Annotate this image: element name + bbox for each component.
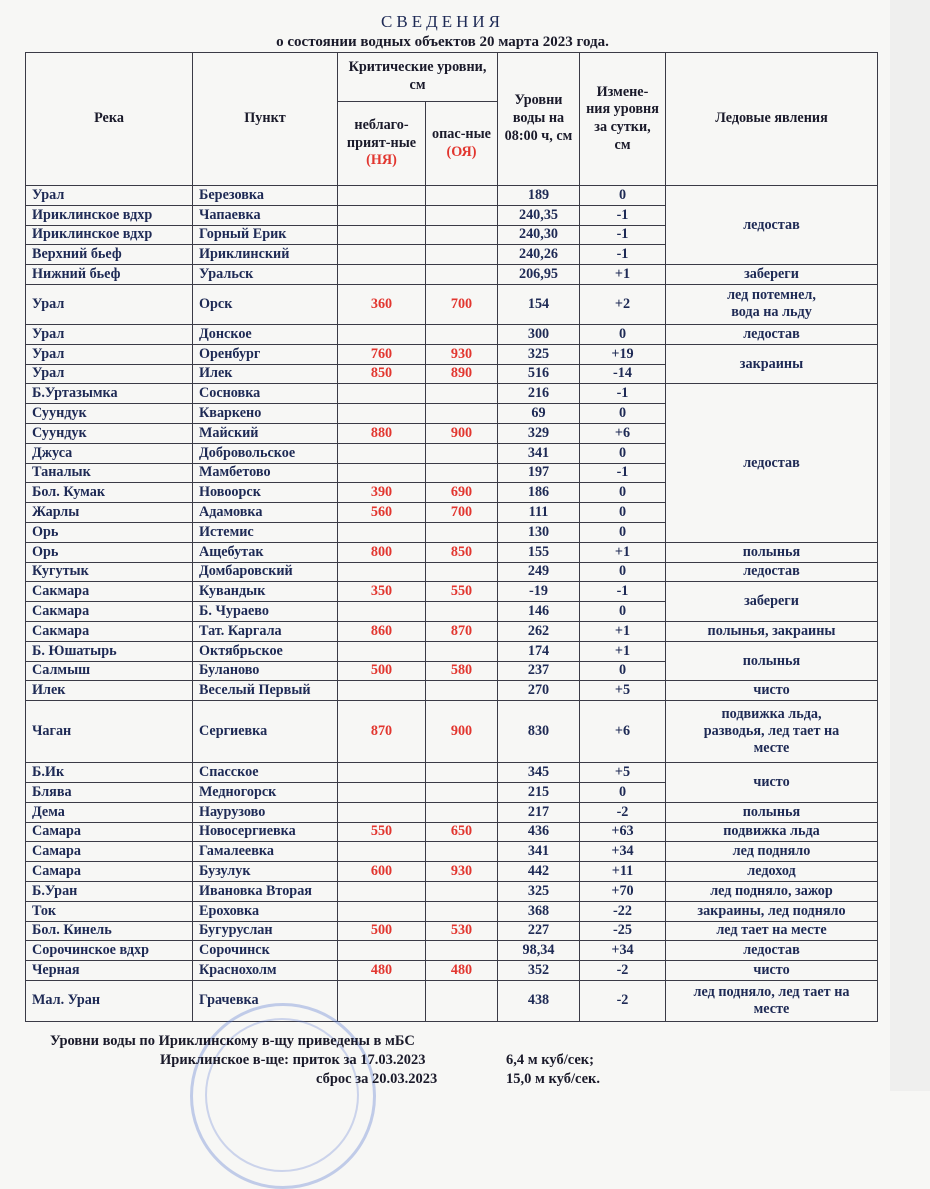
change-cell: +11 <box>580 862 666 882</box>
river-cell: Нижний бьеф <box>26 265 193 285</box>
change-cell: 0 <box>580 522 666 542</box>
river-cell: Мал. Уран <box>26 980 193 1021</box>
river-cell: Салмыш <box>26 661 193 681</box>
level-cell: 345 <box>498 763 580 783</box>
river-cell: Орь <box>26 522 193 542</box>
point-cell: Ириклинский <box>193 245 338 265</box>
header-critical-levels: Критические уровни, см <box>338 53 498 102</box>
change-cell: -22 <box>580 901 666 921</box>
dangerous-cell: 930 <box>426 862 498 882</box>
river-cell: Сакмара <box>26 602 193 622</box>
point-cell: Березовка <box>193 186 338 206</box>
change-cell: -1 <box>580 463 666 483</box>
change-cell: -1 <box>580 245 666 265</box>
unfavorable-cell: 360 <box>338 284 426 324</box>
ice-cell: чисто <box>666 961 878 981</box>
point-cell: Веселый Первый <box>193 681 338 701</box>
level-cell: 325 <box>498 881 580 901</box>
dangerous-cell <box>426 562 498 582</box>
dangerous-cell: 700 <box>426 503 498 523</box>
level-cell: 240,35 <box>498 205 580 225</box>
river-cell: Орь <box>26 542 193 562</box>
level-cell: 237 <box>498 661 580 681</box>
dangerous-cell: 890 <box>426 364 498 384</box>
level-cell: 98,34 <box>498 941 580 961</box>
point-cell: Истемис <box>193 522 338 542</box>
point-cell: Ащебутак <box>193 542 338 562</box>
change-cell: -2 <box>580 980 666 1021</box>
change-cell: -2 <box>580 802 666 822</box>
river-cell: Сакмара <box>26 582 193 602</box>
ice-cell: чисто <box>666 763 878 803</box>
point-cell: Наурузово <box>193 802 338 822</box>
header-river: Река <box>26 53 193 186</box>
point-cell: Илек <box>193 364 338 384</box>
change-cell: +63 <box>580 822 666 842</box>
table-row <box>26 265 878 285</box>
header-ice-phenomena: Ледовые явления <box>666 53 878 186</box>
ice-cell: лед потемнел, вода на льду <box>666 284 878 324</box>
dangerous-cell <box>426 443 498 463</box>
point-cell: Новосергиевка <box>193 822 338 842</box>
point-cell: Тат. Каргала <box>193 621 338 641</box>
river-cell: Ириклинское вдхр <box>26 205 193 225</box>
level-cell: 69 <box>498 404 580 424</box>
dangerous-cell: 480 <box>426 961 498 981</box>
dangerous-cell <box>426 763 498 783</box>
change-cell: -1 <box>580 384 666 404</box>
ice-cell: забереги <box>666 265 878 285</box>
ice-cell: закраины <box>666 344 878 384</box>
level-cell: 189 <box>498 186 580 206</box>
point-cell: Грачевка <box>193 980 338 1021</box>
ice-cell: лед подняло <box>666 842 878 862</box>
change-cell: -1 <box>580 582 666 602</box>
river-cell: Самара <box>26 822 193 842</box>
dangerous-cell <box>426 941 498 961</box>
dangerous-cell <box>426 802 498 822</box>
unfavorable-cell <box>338 265 426 285</box>
unfavorable-cell: 390 <box>338 483 426 503</box>
header-point: Пункт <box>193 53 338 186</box>
river-cell: Суундук <box>26 423 193 443</box>
river-cell: Ириклинское вдхр <box>26 225 193 245</box>
point-cell: Бузулук <box>193 862 338 882</box>
ice-cell: ледостав <box>666 384 878 542</box>
river-cell: Джуса <box>26 443 193 463</box>
unfavorable-cell: 560 <box>338 503 426 523</box>
level-cell: 300 <box>498 324 580 344</box>
change-cell: -1 <box>580 225 666 245</box>
table-row <box>26 980 878 1021</box>
change-cell: +6 <box>580 701 666 763</box>
unfavorable-cell <box>338 763 426 783</box>
ice-cell: подвижка льда <box>666 822 878 842</box>
table-row <box>26 344 878 364</box>
river-cell: Б.Уртазымка <box>26 384 193 404</box>
river-cell: Дема <box>26 802 193 822</box>
footer-note: Уровни воды по Ириклинскому в-щу приведены в мБС <box>50 1033 415 1049</box>
change-cell: +1 <box>580 641 666 661</box>
river-cell: Сорочинское вдхр <box>26 941 193 961</box>
footer-inflow-value: 6,4 м куб/сек; <box>506 1052 594 1068</box>
level-cell: 186 <box>498 483 580 503</box>
dangerous-cell <box>426 463 498 483</box>
header-dangerous: опас-ные (ОЯ) <box>426 102 498 186</box>
change-cell: -14 <box>580 364 666 384</box>
dangerous-cell: 700 <box>426 284 498 324</box>
level-cell: 240,26 <box>498 245 580 265</box>
table-row <box>26 921 878 941</box>
river-cell: Б.Уран <box>26 881 193 901</box>
ice-cell: ледостав <box>666 324 878 344</box>
point-cell: Гамалеевка <box>193 842 338 862</box>
table-row <box>26 763 878 783</box>
dangerous-cell <box>426 782 498 802</box>
point-cell: Добровольское <box>193 443 338 463</box>
change-cell: +5 <box>580 763 666 783</box>
dangerous-cell <box>426 186 498 206</box>
river-cell: Сакмара <box>26 621 193 641</box>
dangerous-cell: 900 <box>426 423 498 443</box>
level-cell: 154 <box>498 284 580 324</box>
change-cell: +34 <box>580 941 666 961</box>
level-cell: 155 <box>498 542 580 562</box>
point-cell: Медногорск <box>193 782 338 802</box>
dangerous-cell <box>426 901 498 921</box>
change-cell: +1 <box>580 542 666 562</box>
change-cell: +5 <box>580 681 666 701</box>
table-row <box>26 862 878 882</box>
change-cell: +1 <box>580 265 666 285</box>
unfavorable-cell: 550 <box>338 822 426 842</box>
unfavorable-cell <box>338 186 426 206</box>
unfavorable-cell: 860 <box>338 621 426 641</box>
point-cell: Оренбург <box>193 344 338 364</box>
ice-cell: ледостав <box>666 562 878 582</box>
table-row <box>26 641 878 661</box>
point-cell: Уральск <box>193 265 338 285</box>
level-cell: 206,95 <box>498 265 580 285</box>
level-cell: 262 <box>498 621 580 641</box>
ice-cell: полынья <box>666 641 878 681</box>
ice-cell: лед подняло, зажор <box>666 881 878 901</box>
unfavorable-cell <box>338 384 426 404</box>
change-cell: 0 <box>580 404 666 424</box>
unfavorable-cell <box>338 802 426 822</box>
river-cell: Бол. Кинель <box>26 921 193 941</box>
ice-cell: лед подняло, лед тает на месте <box>666 980 878 1021</box>
header-level-change: Измене-ния уровня за сутки, см <box>580 53 666 186</box>
table-row <box>26 542 878 562</box>
point-cell: Кувандык <box>193 582 338 602</box>
dangerous-cell: 900 <box>426 701 498 763</box>
unfavorable-cell <box>338 681 426 701</box>
unfavorable-cell <box>338 980 426 1021</box>
unfavorable-cell: 850 <box>338 364 426 384</box>
level-cell: 516 <box>498 364 580 384</box>
ice-cell: ледостав <box>666 941 878 961</box>
level-cell: 341 <box>498 443 580 463</box>
ice-cell: лед тает на месте <box>666 921 878 941</box>
dangerous-cell: 870 <box>426 621 498 641</box>
change-cell: 0 <box>580 782 666 802</box>
dangerous-cell <box>426 602 498 622</box>
dangerous-cell <box>426 641 498 661</box>
table-row <box>26 621 878 641</box>
river-cell: Жарлы <box>26 503 193 523</box>
dangerous-cell <box>426 245 498 265</box>
document-subtitle: о состоянии водных объектов 20 марта 2023 года. <box>276 34 609 50</box>
level-cell: 130 <box>498 522 580 542</box>
level-cell: 146 <box>498 602 580 622</box>
unfavorable-cell <box>338 463 426 483</box>
table-row <box>26 802 878 822</box>
river-cell: Б.Ик <box>26 763 193 783</box>
ice-cell: забереги <box>666 582 878 622</box>
unfavorable-cell: 500 <box>338 921 426 941</box>
level-cell: -19 <box>498 582 580 602</box>
ice-cell: полынья <box>666 802 878 822</box>
unfavorable-cell <box>338 941 426 961</box>
unfavorable-cell <box>338 881 426 901</box>
unfavorable-cell <box>338 205 426 225</box>
unfavorable-cell <box>338 782 426 802</box>
scan-margin <box>890 0 930 1091</box>
river-cell: Бол. Кумак <box>26 483 193 503</box>
table-row <box>26 842 878 862</box>
table-row <box>26 186 878 206</box>
change-cell: +34 <box>580 842 666 862</box>
ice-cell: ледостав <box>666 186 878 265</box>
point-cell: Ероховка <box>193 901 338 921</box>
unfavorable-cell <box>338 522 426 542</box>
unfavorable-cell: 480 <box>338 961 426 981</box>
river-cell: Б. Юшатырь <box>26 641 193 661</box>
river-cell: Черная <box>26 961 193 981</box>
water-levels-table <box>25 52 878 1022</box>
ice-cell: полынья, закраины <box>666 621 878 641</box>
change-cell: 0 <box>580 324 666 344</box>
level-cell: 227 <box>498 921 580 941</box>
level-cell: 216 <box>498 384 580 404</box>
point-cell: Донское <box>193 324 338 344</box>
level-cell: 217 <box>498 802 580 822</box>
table-row <box>26 384 878 404</box>
header-water-level: Уровни воды на 08:00 ч, см <box>498 53 580 186</box>
point-cell: Б. Чураево <box>193 602 338 622</box>
point-cell: Домбаровский <box>193 562 338 582</box>
change-cell: -25 <box>580 921 666 941</box>
level-cell: 215 <box>498 782 580 802</box>
table-row <box>26 562 878 582</box>
unfavorable-cell: 880 <box>338 423 426 443</box>
dangerous-cell <box>426 225 498 245</box>
river-cell: Самара <box>26 862 193 882</box>
level-cell: 830 <box>498 701 580 763</box>
point-cell: Буланово <box>193 661 338 681</box>
change-cell: +19 <box>580 344 666 364</box>
river-cell: Ток <box>26 901 193 921</box>
river-cell: Самара <box>26 842 193 862</box>
change-cell: -1 <box>580 205 666 225</box>
point-cell: Сорочинск <box>193 941 338 961</box>
unfavorable-cell <box>338 901 426 921</box>
level-cell: 329 <box>498 423 580 443</box>
dangerous-cell <box>426 842 498 862</box>
point-cell: Орск <box>193 284 338 324</box>
dangerous-cell <box>426 205 498 225</box>
unfavorable-cell: 870 <box>338 701 426 763</box>
point-cell: Новоорск <box>193 483 338 503</box>
point-cell: Спасское <box>193 763 338 783</box>
table-row <box>26 881 878 901</box>
unfavorable-cell <box>338 602 426 622</box>
point-cell: Чапаевка <box>193 205 338 225</box>
level-cell: 270 <box>498 681 580 701</box>
table-row <box>26 822 878 842</box>
change-cell: 0 <box>580 602 666 622</box>
point-cell: Мамбетово <box>193 463 338 483</box>
level-cell: 249 <box>498 562 580 582</box>
change-cell: +2 <box>580 284 666 324</box>
change-cell: +1 <box>580 621 666 641</box>
ice-cell: подвижка льда, разводья, лед тает на месте <box>666 701 878 763</box>
river-cell: Урал <box>26 364 193 384</box>
level-cell: 197 <box>498 463 580 483</box>
level-cell: 442 <box>498 862 580 882</box>
dangerous-cell <box>426 384 498 404</box>
point-cell: Майский <box>193 423 338 443</box>
river-cell: Кугутык <box>26 562 193 582</box>
unfavorable-abbr: (НЯ) <box>366 152 397 169</box>
change-cell: -2 <box>580 961 666 981</box>
dangerous-cell: 550 <box>426 582 498 602</box>
level-cell: 341 <box>498 842 580 862</box>
level-cell: 368 <box>498 901 580 921</box>
river-cell: Чаган <box>26 701 193 763</box>
unfavorable-cell <box>338 225 426 245</box>
table-row <box>26 284 878 324</box>
table-row <box>26 701 878 763</box>
table-row <box>26 961 878 981</box>
river-cell: Илек <box>26 681 193 701</box>
point-cell: Октябрьское <box>193 641 338 661</box>
unfavorable-cell: 500 <box>338 661 426 681</box>
change-cell: 0 <box>580 661 666 681</box>
table-row <box>26 324 878 344</box>
unfavorable-cell <box>338 404 426 424</box>
dangerous-cell <box>426 324 498 344</box>
point-cell: Горный Ерик <box>193 225 338 245</box>
ice-cell: полынья <box>666 542 878 562</box>
header-unfavorable: неблаго-прият-ные (НЯ) <box>338 102 426 186</box>
river-cell: Урал <box>26 324 193 344</box>
table-row <box>26 901 878 921</box>
footer-inflow-label: Ириклинское в-ще: приток за 17.03.2023 <box>160 1052 426 1068</box>
ice-cell: ледоход <box>666 862 878 882</box>
point-cell: Адамовка <box>193 503 338 523</box>
unfavorable-cell: 760 <box>338 344 426 364</box>
change-cell: 0 <box>580 443 666 463</box>
unfavorable-cell: 800 <box>338 542 426 562</box>
dangerous-cell <box>426 980 498 1021</box>
unfavorable-cell <box>338 562 426 582</box>
unfavorable-cell <box>338 443 426 463</box>
change-cell: 0 <box>580 503 666 523</box>
document-title: СВЕДЕНИЯ <box>381 12 504 31</box>
level-cell: 174 <box>498 641 580 661</box>
dangerous-cell: 530 <box>426 921 498 941</box>
change-cell: 0 <box>580 483 666 503</box>
table-row <box>26 681 878 701</box>
river-cell: Верхний бьеф <box>26 245 193 265</box>
footer-discharge-value: 15,0 м куб/сек. <box>506 1071 601 1087</box>
unfavorable-cell: 350 <box>338 582 426 602</box>
footer-discharge-label: сброс за 20.03.2023 <box>316 1071 438 1087</box>
river-cell: Урал <box>26 186 193 206</box>
river-cell: Блява <box>26 782 193 802</box>
level-cell: 438 <box>498 980 580 1021</box>
point-cell: Краснохолм <box>193 961 338 981</box>
change-cell: 0 <box>580 186 666 206</box>
river-cell: Таналык <box>26 463 193 483</box>
unfavorable-cell <box>338 842 426 862</box>
river-cell: Суундук <box>26 404 193 424</box>
table-row <box>26 941 878 961</box>
level-cell: 240,30 <box>498 225 580 245</box>
point-cell: Ивановка Вторая <box>193 881 338 901</box>
point-cell: Бугуруслан <box>193 921 338 941</box>
change-cell: 0 <box>580 562 666 582</box>
ice-cell: закраины, лед подняло <box>666 901 878 921</box>
dangerous-cell <box>426 265 498 285</box>
river-cell: Урал <box>26 344 193 364</box>
dangerous-cell: 930 <box>426 344 498 364</box>
dangerous-cell: 690 <box>426 483 498 503</box>
river-cell: Урал <box>26 284 193 324</box>
point-cell: Сосновка <box>193 384 338 404</box>
point-cell: Кваркено <box>193 404 338 424</box>
unfavorable-cell <box>338 641 426 661</box>
dangerous-cell <box>426 404 498 424</box>
dangerous-cell <box>426 522 498 542</box>
point-cell: Сергиевка <box>193 701 338 763</box>
change-cell: +6 <box>580 423 666 443</box>
dangerous-cell <box>426 881 498 901</box>
level-cell: 436 <box>498 822 580 842</box>
change-cell: +70 <box>580 881 666 901</box>
dangerous-abbr: (ОЯ) <box>446 143 477 160</box>
table-row <box>26 582 878 602</box>
level-cell: 352 <box>498 961 580 981</box>
level-cell: 111 <box>498 503 580 523</box>
dangerous-cell: 580 <box>426 661 498 681</box>
dangerous-cell <box>426 681 498 701</box>
unfavorable-cell: 600 <box>338 862 426 882</box>
dangerous-cell: 650 <box>426 822 498 842</box>
level-cell: 325 <box>498 344 580 364</box>
dangerous-cell: 850 <box>426 542 498 562</box>
ice-cell: чисто <box>666 681 878 701</box>
unfavorable-cell <box>338 245 426 265</box>
unfavorable-cell <box>338 324 426 344</box>
